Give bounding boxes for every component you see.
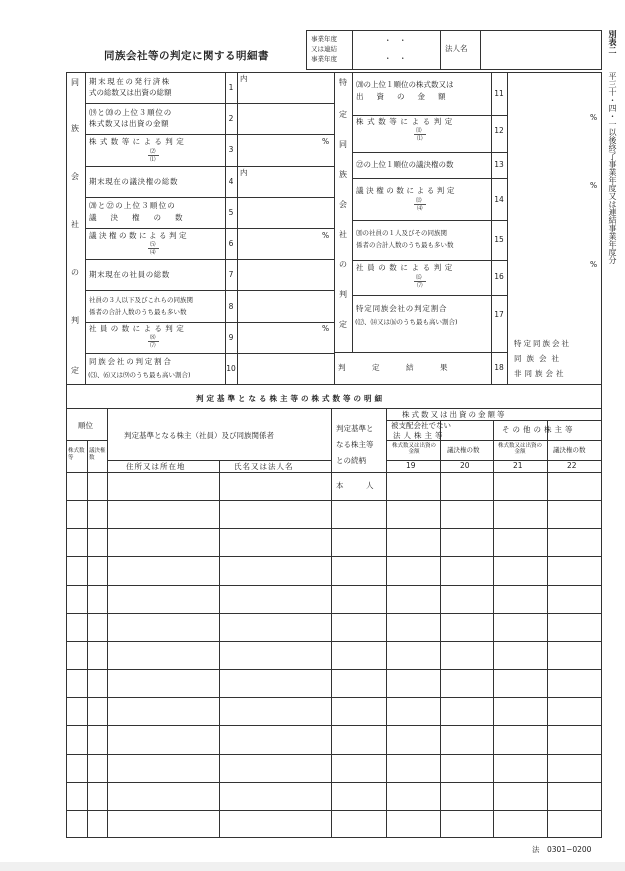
detail-cell[interactable] <box>220 670 331 697</box>
detail-cell[interactable] <box>387 501 440 528</box>
row-16-fraction-bottom: ⑺ <box>417 283 423 289</box>
period-label-3: 事業年度 <box>311 55 337 63</box>
row-14-unit: % <box>590 181 598 190</box>
row-12-value-field[interactable] <box>508 116 601 152</box>
row-11-value-field[interactable] <box>508 73 601 115</box>
detail-cell[interactable] <box>67 557 87 584</box>
result-label: 判 定 結 果 <box>338 363 449 372</box>
relation-header-2: なる株主等 <box>336 440 374 449</box>
detail-cell[interactable] <box>494 642 547 669</box>
detail-cell[interactable] <box>494 698 547 725</box>
row-4-label: 期末現在の議決権の総数 <box>89 177 179 186</box>
row-2-label-2: 株式数又は出資の金額 <box>89 119 169 128</box>
holder-header: 判定基準となる株主（社員）及び同族関係者 <box>124 431 274 440</box>
family-company-section-label: 同 族 会 社 の 判 定 <box>71 78 79 375</box>
result-option-family[interactable]: 同族会社 <box>514 354 564 363</box>
row-4-unit: 内 <box>240 168 248 177</box>
detail-cell[interactable] <box>548 755 602 782</box>
detail-cell[interactable] <box>220 698 331 725</box>
detail-cell[interactable] <box>67 783 87 810</box>
row-5-label-2: 議決権の数 <box>89 213 197 222</box>
row-7-value-field[interactable] <box>238 260 334 290</box>
corp-name-label: 法人名 <box>445 44 468 53</box>
col-20-number: 20 <box>460 461 470 470</box>
detail-cell[interactable] <box>220 811 331 838</box>
detail-cell[interactable] <box>387 586 440 613</box>
detail-cell[interactable] <box>220 783 331 810</box>
row-10-number: 10 <box>226 364 236 373</box>
row-17-label: 特定同族会社の判定割合 <box>356 304 448 313</box>
row-9-number: 9 <box>228 333 234 342</box>
col-19-number: 19 <box>406 461 416 470</box>
non-parent-header-2: 法人株主等 <box>393 431 446 440</box>
detail-cell[interactable] <box>220 529 331 556</box>
result-number: 18 <box>494 363 504 372</box>
col-19-shares-label: 株式数又は出資の金額 <box>391 443 436 455</box>
row-11-label-2: 出資の金額 <box>356 92 459 101</box>
page-bottom-strip <box>0 862 625 871</box>
other-holders-header: その他の株主等 <box>502 425 576 434</box>
row-14-value-field[interactable] <box>508 179 601 220</box>
detail-cell[interactable] <box>548 811 602 838</box>
period-label-2: 又は連結 <box>311 45 337 53</box>
detail-cell[interactable] <box>387 811 440 838</box>
detail-cell[interactable] <box>548 501 602 528</box>
row-3-fraction-bottom: ⑴ <box>150 157 156 163</box>
row-6-label: 議決権の数による判定 <box>89 231 189 240</box>
detail-cell[interactable] <box>387 783 440 810</box>
detail-cell[interactable] <box>441 614 493 641</box>
corp-name-field[interactable] <box>482 32 600 68</box>
non-parent-header-1: 被支配会社でない <box>391 421 451 430</box>
detail-cell[interactable] <box>387 698 440 725</box>
row-12-fraction-top: ⑾ <box>416 128 422 134</box>
row-10-label: 同族会社の判定割合 <box>89 357 173 366</box>
row-15-label-2: 係者の合計人数のうち最も多い数 <box>356 241 454 249</box>
row-9-fraction-top: ⑻ <box>150 335 156 341</box>
detail-cell[interactable] <box>494 811 547 838</box>
row-16-fraction-top: ⒂ <box>416 275 422 281</box>
specific-family-section-label: 特 定 同 族 会 社 の 判 定 <box>339 78 347 329</box>
period-end-field[interactable]: ・ ・ <box>384 54 407 63</box>
detail-cell[interactable] <box>67 529 87 556</box>
detail-cell[interactable] <box>88 698 107 725</box>
row-6-fraction-bottom: ⑷ <box>150 250 156 256</box>
detail-cell[interactable] <box>332 642 386 669</box>
detail-cell[interactable] <box>332 726 386 753</box>
row-16-label: 社員の数による判定 <box>356 263 456 272</box>
detail-cell[interactable] <box>88 529 107 556</box>
row-8-label: 社員の３人以下及びこれらの同族関 <box>89 296 193 304</box>
detail-cell[interactable] <box>494 726 547 753</box>
detail-cell[interactable] <box>494 586 547 613</box>
row-17-number: 17 <box>494 310 504 319</box>
detail-cell[interactable] <box>332 529 386 556</box>
detail-cell[interactable] <box>332 670 386 697</box>
shares-rank-header: 株式数等 <box>68 448 85 461</box>
row-2-number: 2 <box>228 114 234 123</box>
detail-cell[interactable] <box>387 726 440 753</box>
result-option-specific[interactable]: 特定同族会社 <box>514 339 571 348</box>
row-15-value-field[interactable] <box>508 221 601 260</box>
col-20-votes-label: 議決権の数 <box>447 446 480 454</box>
row-4-number: 4 <box>228 177 234 186</box>
row-16-unit: % <box>590 260 598 269</box>
detail-cell[interactable] <box>108 586 219 613</box>
detail-cell[interactable] <box>441 473 493 500</box>
detail-cell[interactable] <box>332 586 386 613</box>
detail-cell[interactable] <box>67 473 87 500</box>
detail-cell[interactable] <box>494 557 547 584</box>
detail-cell[interactable] <box>441 811 493 838</box>
col-21-shares-label: 株式数又は出資の金額 <box>497 443 542 455</box>
detail-cell[interactable] <box>441 642 493 669</box>
detail-cell[interactable] <box>387 557 440 584</box>
period-start-field[interactable]: ・ ・ <box>384 36 407 45</box>
detail-cell[interactable] <box>88 726 107 753</box>
row-6-number: 6 <box>228 239 234 248</box>
row-4-value-field[interactable] <box>238 167 334 197</box>
name-header: 氏名又は法人名 <box>234 462 294 471</box>
col-22-votes-label: 議決権の数 <box>553 446 586 454</box>
row-13-value-field[interactable] <box>508 153 601 178</box>
detail-cell[interactable] <box>548 557 602 584</box>
row-9-fraction-bottom: ⑺ <box>150 343 156 349</box>
detail-cell[interactable] <box>67 811 87 838</box>
relation-header-3: との続柄 <box>336 456 366 465</box>
row-10-label-2: (⑶、⑹又は⑼のうち最も高い割合) <box>88 371 191 379</box>
detail-cell[interactable] <box>441 783 493 810</box>
row-12-unit: % <box>590 113 598 122</box>
detail-cell[interactable] <box>88 811 107 838</box>
row-8-value-field[interactable] <box>238 291 334 322</box>
detail-cell[interactable] <box>108 473 219 500</box>
detail-cell[interactable] <box>332 755 386 782</box>
row-12-number: 12 <box>494 126 504 135</box>
detail-cell[interactable] <box>548 670 602 697</box>
row-3-fraction-top: ⑵ <box>150 149 156 155</box>
detail-cell[interactable] <box>88 755 107 782</box>
detail-cell[interactable] <box>387 473 440 500</box>
row-17-label-2: (⑿、⒁又は⒃のうち最も高い割合) <box>355 318 458 326</box>
form-id-label: 別表二 <box>608 30 617 54</box>
detail-cell[interactable] <box>548 783 602 810</box>
detail-cell[interactable] <box>108 529 219 556</box>
detail-cell[interactable] <box>88 642 107 669</box>
row-3-unit: % <box>322 137 330 146</box>
detail-cell[interactable] <box>220 614 331 641</box>
col-21-number: 21 <box>513 461 523 470</box>
detail-cell[interactable] <box>88 670 107 697</box>
detail-cell[interactable] <box>441 557 493 584</box>
row-5-label: ⒇と㉒の上位３順位の <box>89 201 176 210</box>
row-8-number: 8 <box>228 302 234 311</box>
row-15-label: ⒇の社員の１人及びその同族関 <box>356 229 447 237</box>
detail-cell[interactable] <box>332 614 386 641</box>
result-option-non-family[interactable]: 非同族会社 <box>514 369 567 378</box>
detail-cell[interactable] <box>494 755 547 782</box>
detail-cell[interactable] <box>220 755 331 782</box>
row-1-number: 1 <box>228 83 234 92</box>
row-7-number: 7 <box>228 270 234 279</box>
row-9-value-field[interactable] <box>238 323 334 353</box>
detail-cell[interactable] <box>494 473 547 500</box>
detail-cell[interactable] <box>548 529 602 556</box>
row-14-number: 14 <box>494 195 504 204</box>
address-header: 住所又は所在地 <box>126 462 186 471</box>
detail-cell[interactable] <box>441 698 493 725</box>
row-13-label: ㉒の上位１順位の議決権の数 <box>356 160 454 169</box>
relation-header-1: 判定基準と <box>336 424 374 433</box>
detail-cell[interactable] <box>332 501 386 528</box>
detail-cell[interactable] <box>387 642 440 669</box>
detail-cell[interactable] <box>220 642 331 669</box>
row-9-unit: % <box>322 324 330 333</box>
detail-cell[interactable] <box>108 557 219 584</box>
form-code: 法 0301−0200 <box>532 845 592 854</box>
row-2-value-field[interactable] <box>238 104 334 134</box>
detail-cell[interactable] <box>548 586 602 613</box>
period-label-1: 事業年度 <box>311 35 337 43</box>
detail-cell[interactable] <box>441 726 493 753</box>
row-6-value-field[interactable] <box>238 229 334 259</box>
row-15-number: 15 <box>494 235 504 244</box>
rank-header: 順位 <box>78 421 93 430</box>
row-14-fraction-top: ⒀ <box>416 198 422 204</box>
detail-cell[interactable] <box>494 783 547 810</box>
row-11-label: ⒇の上位１順位の株式数又は <box>356 80 454 89</box>
detail-cell[interactable] <box>88 614 107 641</box>
votes-rank-header: 議決権数 <box>89 448 106 461</box>
detail-cell[interactable] <box>108 501 219 528</box>
row-14-fraction-bottom: ⑷ <box>417 206 423 212</box>
detail-cell[interactable] <box>548 614 602 641</box>
applicability-note: 平三十・四・一以後終了事業年度又は連結事業年度分 <box>608 72 617 264</box>
detail-cell[interactable] <box>220 586 331 613</box>
detail-cell[interactable] <box>332 811 386 838</box>
detail-cell[interactable] <box>332 698 386 725</box>
detail-cell[interactable] <box>108 614 219 641</box>
detail-cell[interactable] <box>220 726 331 753</box>
detail-cell[interactable] <box>220 501 331 528</box>
row-5-value-field[interactable] <box>238 198 334 228</box>
row-7-label: 期末現在の社員の総数 <box>89 270 170 279</box>
detail-cell[interactable] <box>108 670 219 697</box>
amount-header: 株式数又は出資の金額等 <box>402 410 507 419</box>
row-1-value-field[interactable] <box>238 73 334 103</box>
detail-cell[interactable] <box>548 698 602 725</box>
row-12-fraction-bottom: ⑴ <box>417 136 423 142</box>
detail-cell[interactable] <box>387 670 440 697</box>
row-10-value-field[interactable] <box>238 354 334 384</box>
detail-cell[interactable] <box>108 783 219 810</box>
first-row-relation: 本 人 <box>336 481 374 490</box>
col-22-number: 22 <box>567 461 577 470</box>
detail-cell[interactable] <box>441 501 493 528</box>
detail-cell[interactable] <box>220 557 331 584</box>
detail-cell[interactable] <box>67 755 87 782</box>
row-16-number: 16 <box>494 272 504 281</box>
detail-cell[interactable] <box>88 501 107 528</box>
row-3-value-field[interactable] <box>238 135 334 166</box>
detail-cell[interactable] <box>88 586 107 613</box>
row-1-label: 期末現在の発行済株 <box>89 77 171 86</box>
detail-cell[interactable] <box>441 755 493 782</box>
detail-cell[interactable] <box>67 501 87 528</box>
detail-cell[interactable] <box>494 529 547 556</box>
row-6-unit: % <box>322 231 330 240</box>
row-12-label: 株式数等による判定 <box>356 117 456 126</box>
detail-cell[interactable] <box>88 473 107 500</box>
row-5-number: 5 <box>228 208 234 217</box>
row-14-label: 議決権の数による判定 <box>356 186 457 195</box>
row-3-number: 3 <box>228 145 234 154</box>
row-1-label-2: 式の総数又は出資の総額 <box>89 88 172 97</box>
row-16-value-field[interactable] <box>508 261 601 295</box>
detail-cell[interactable] <box>387 755 440 782</box>
detail-cell[interactable] <box>108 642 219 669</box>
detail-cell[interactable] <box>441 529 493 556</box>
detail-cell[interactable] <box>88 557 107 584</box>
row-2-label: ⒆と⒇の上位３順位の <box>89 108 172 117</box>
detail-cell[interactable] <box>108 726 219 753</box>
row-13-number: 13 <box>494 160 504 169</box>
row-11-number: 11 <box>494 89 504 98</box>
detail-cell[interactable] <box>387 614 440 641</box>
row-3-label: 株式数等による判定 <box>89 137 188 146</box>
row-1-unit: 内 <box>240 74 248 83</box>
details-title: 判定基準となる株主等の株式数等の明細 <box>196 394 385 403</box>
detail-cell[interactable] <box>67 670 87 697</box>
detail-cell[interactable] <box>548 726 602 753</box>
detail-cell[interactable] <box>108 811 219 838</box>
detail-cell[interactable] <box>108 755 219 782</box>
row-6-fraction-top: ⑸ <box>150 242 156 248</box>
detail-cell[interactable] <box>387 529 440 556</box>
detail-cell[interactable] <box>67 726 87 753</box>
detail-cell[interactable] <box>67 642 87 669</box>
detail-cell[interactable] <box>548 642 602 669</box>
detail-cell[interactable] <box>220 473 331 500</box>
form-title: 同族会社等の判定に関する明細書 <box>104 50 269 62</box>
detail-cell[interactable] <box>67 698 87 725</box>
detail-cell[interactable] <box>88 783 107 810</box>
detail-cell[interactable] <box>67 586 87 613</box>
detail-cell[interactable] <box>548 473 602 500</box>
detail-cell[interactable] <box>494 501 547 528</box>
row-9-label: 社員の数による判定 <box>89 324 188 333</box>
detail-cell[interactable] <box>441 670 493 697</box>
detail-cell[interactable] <box>332 783 386 810</box>
row-8-label-2: 係者の合計人数のうち最も多い数 <box>89 308 187 316</box>
detail-cell[interactable] <box>108 698 219 725</box>
detail-cell[interactable] <box>332 557 386 584</box>
detail-cell[interactable] <box>441 586 493 613</box>
detail-cell[interactable] <box>494 614 547 641</box>
detail-cell[interactable] <box>494 670 547 697</box>
detail-cell[interactable] <box>67 614 87 641</box>
